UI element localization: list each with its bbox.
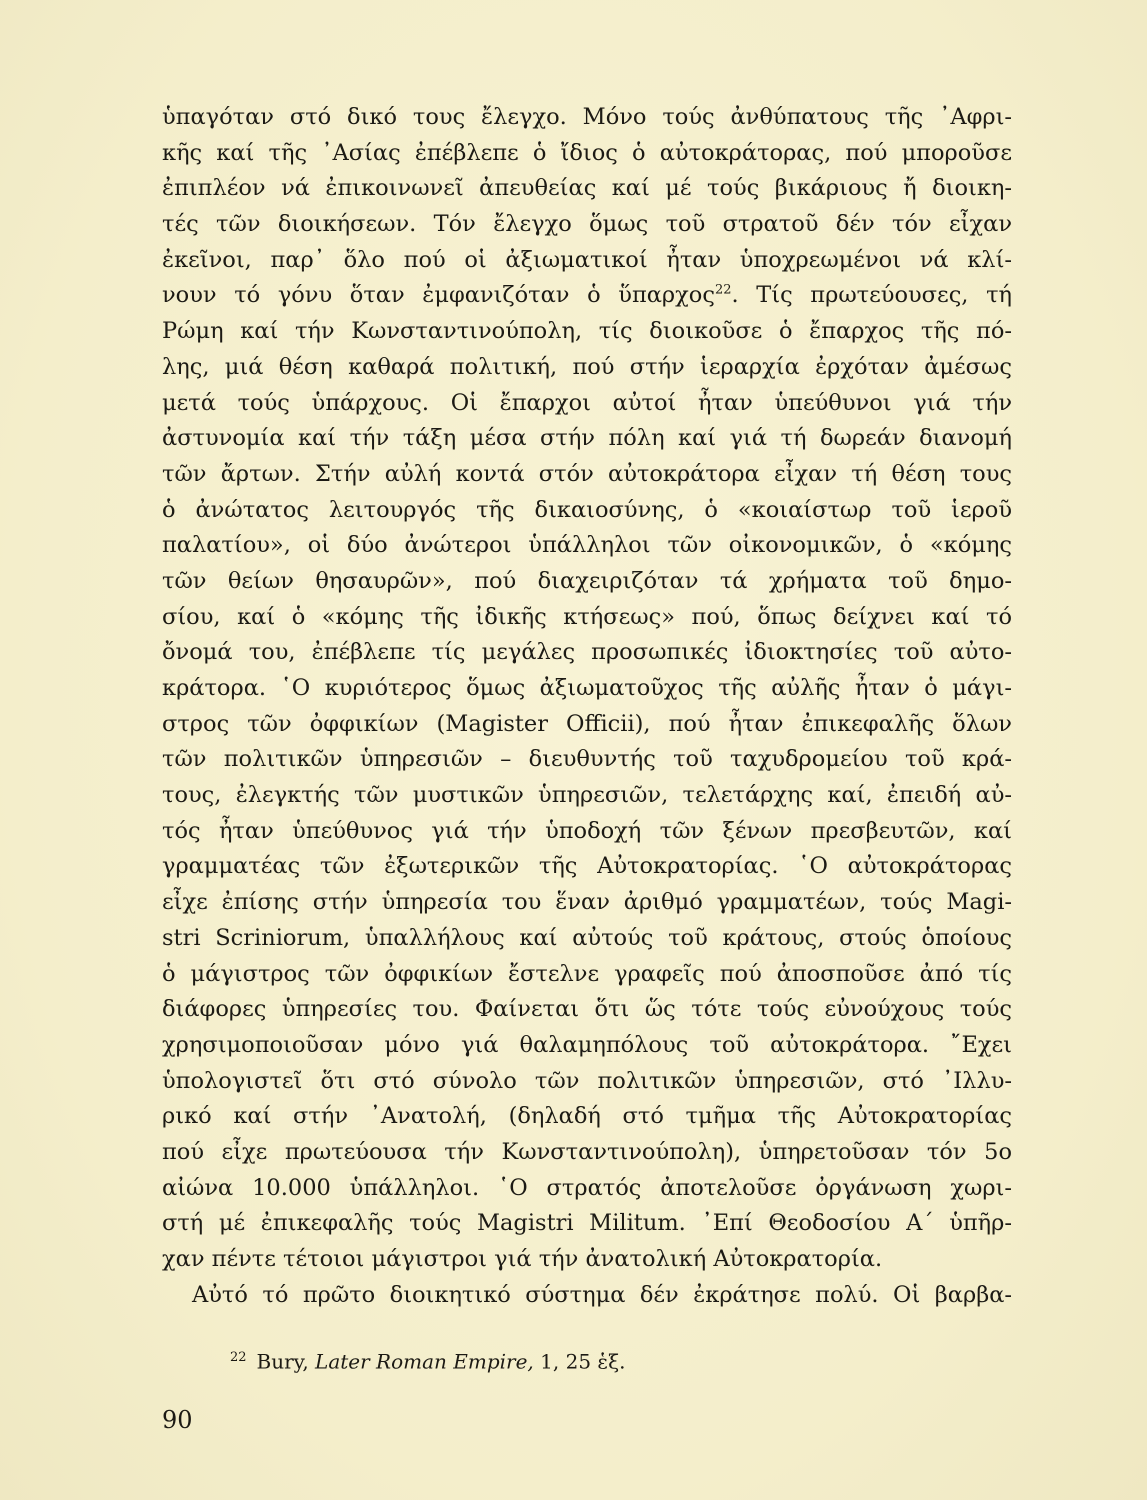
footnote (230, 1346, 626, 1374)
text-line: ἀστυνομία καί τήν τάξη μέσα στήν πόλη καί γιά τή δωρεάν διανομή (162, 425, 1012, 452)
text-line: εἶχε ἐπίσης στήν ὑπηρεσία του ἕναν ἀριθμό γραμματέων, τούς Magi- (162, 889, 1012, 916)
page-number: 90 (162, 1406, 193, 1434)
text-line: ὁ μάγιστρος τῶν ὀφφικίων ἔστελνε γραφεῖς πού ἀποσποῦσε ἀπό τίς (162, 960, 1012, 987)
text-line: τές τῶν διοικήσεων. Τόν ἔλεγχο ὅμως τοῦ στρατοῦ δέν τόν εἶχαν (162, 211, 1012, 238)
text-line: χρησιμοποιοῦσαν μόνο γιά θαλαμηπόλους τοῦ αὐτοκράτορα. ῎Εχει (162, 1031, 1012, 1058)
text-line: γραμματέας τῶν ἐξωτερικῶν τῆς Αὐτοκρατορίας. ῾Ο αὐτοκράτορας (162, 853, 1012, 880)
text-line: κῆς καί τῆς ᾿Ασίας ἐπέβλεπε ὁ ἴδιος ὁ αὐτοκράτορας, πού μποροῦσε (162, 139, 1012, 166)
text-line: διάφορες ὑπηρεσίες του. Φαίνεται ὅτι ὥς τότε τούς εὐνούχους τούς (162, 996, 1012, 1023)
footnote-author: Bury, (256, 1349, 309, 1374)
footnote-reference-text: 1, 25 ἑξ. (540, 1349, 626, 1374)
text-line-paragraph-end: χαν πέντε τέτοιοι μάγιστροι γιά τήν ἀνατολική Αὐτοκρατορία. (162, 1246, 883, 1272)
text-line: ὁ ἀνώτατος λειτουργός τῆς δικαιοσύνης, ὁ «κοιαίστωρ τοῦ ἱεροῦ (162, 496, 1012, 523)
text-segment: νουν τό γόνυ ὅταν ἐμφανιζόταν ὁ ὕπαρχος (162, 282, 715, 309)
footnote-reference: 22 (714, 282, 732, 298)
text-line: πού εἶχε πρωτεύουσα τήν Κωνσταντινούπολη), ὑπηρετοῦσαν τόν 5ο (162, 1138, 1012, 1165)
text-line: σίου, καί ὁ «κόμης τῆς ἰδικῆς κτήσεως» πού, ὅπως δείχνει καί τό (162, 603, 1012, 630)
text-line: στρος τῶν ὀφφικίων (Magister Officii), πού ἦταν ἐπικεφαλῆς ὅλων (162, 710, 1012, 737)
footnote-number: 22 (230, 1350, 247, 1365)
text-line: κράτορα. ῾Ο κυριότερος ὅμως ἀξιωματοῦχος τῆς αὐλῆς ἦταν ὁ μάγι- (162, 675, 1012, 701)
text-line: παλατίου», οἱ δύο ἀνώτεροι ὑπάλληλοι τῶν οἰκονομικῶν, ὁ «κόμης (162, 532, 1012, 559)
text-line: μετά τούς ὑπάρχους. Οἱ ἔπαρχοι αὐτοί ἦταν ὑπεύθυνοι γιά τήν (162, 389, 1012, 416)
text-line: ὑπαγόταν στό δικό τους ἔλεγχο. Μόνο τούς ἀνθύπατους τῆς ᾿Αφρι- (162, 104, 1012, 130)
text-line: stri Scriniorum, ὑπαλλήλους καί αὐτούς τοῦ κράτους, στούς ὁποίους (162, 924, 1012, 951)
text-line: τός ἦταν ὑπεύθυνος γιά τήν ὑποδοχή τῶν ξένων πρεσβευτῶν, καί (162, 817, 1012, 844)
text-line: Ρώμη καί τήν Κωνσταντινούπολη, τίς διοικοῦσε ὁ ἔπαρχος τῆς πό- (162, 318, 1012, 345)
text-line: τῶν ἄρτων. Στήν αὐλή κοντά στόν αὐτοκράτορα εἶχαν τή θέση τους (162, 460, 1012, 487)
text-line-with-footnote-ref (162, 278, 1012, 314)
text-line: ἐκεῖνοι, παρ᾿ ὅλο πού οἱ ἀξιωματικοί ἦταν ὑποχρεωμένοι νά κλί- (162, 246, 1012, 273)
text-line: στή μέ ἐπικεφαλῆς τούς Magistri Militum. ᾿Επί Θεοδοσίου Α΄ ὑπῆρ- (162, 1210, 1012, 1237)
text-line: ὄνομά του, ἐπέβλεπε τίς μεγάλες προσωπικές ἰδιοκτησίες τοῦ αὐτο- (162, 639, 1012, 666)
text-line: ἐπιπλέον νά ἐπικοινωνεῖ ἀπευθείας καί μέ τούς βικάριους ἤ διοικη- (162, 175, 1012, 202)
body-text (162, 100, 1012, 1313)
text-line: αἰώνα 10.000 ὑπάλληλοι. ῾Ο στρατός ἀποτελοῦσε ὀργάνωση χωρι- (162, 1174, 1012, 1201)
text-line: ρικό καί στήν ᾿Ανατολή, (δηλαδή στό τμῆμα τῆς Αὐτοκρατορίας (162, 1103, 1012, 1130)
text-line: ὑπολογιστεῖ ὅτι στό σύνολο τῶν πολιτικῶν ὑπηρεσιῶν, στό ᾿Ιλλυ- (162, 1067, 1012, 1094)
text-line: τῶν θείων θησαυρῶν», πού διαχειριζόταν τά χρήματα τοῦ δημο- (162, 567, 1012, 594)
text-line: λης, μιά θέση καθαρά πολιτική, πού στήν ἱεραρχία ἐρχόταν ἀμέσως (162, 353, 1012, 380)
text-line: τῶν πολιτικῶν ὑπηρεσιῶν – διευθυντής τοῦ ταχυδρομείου τοῦ κρά- (162, 746, 1012, 773)
text-segment: . Τίς πρωτεύουσες, τή (731, 282, 1012, 309)
text-line-paragraph-start: Αὐτό τό πρῶτο διοικητικό σύστημα δέν ἐκράτησε πολύ. Οἱ βαρβα- (192, 1281, 1012, 1308)
text-line: τους, ἐλεγκτής τῶν μυστικῶν ὑπηρεσιῶν, τελετάρχης καί, ἐπειδή αὐ- (162, 782, 1012, 809)
footnote-title: Later Roman Empire, (315, 1349, 534, 1374)
